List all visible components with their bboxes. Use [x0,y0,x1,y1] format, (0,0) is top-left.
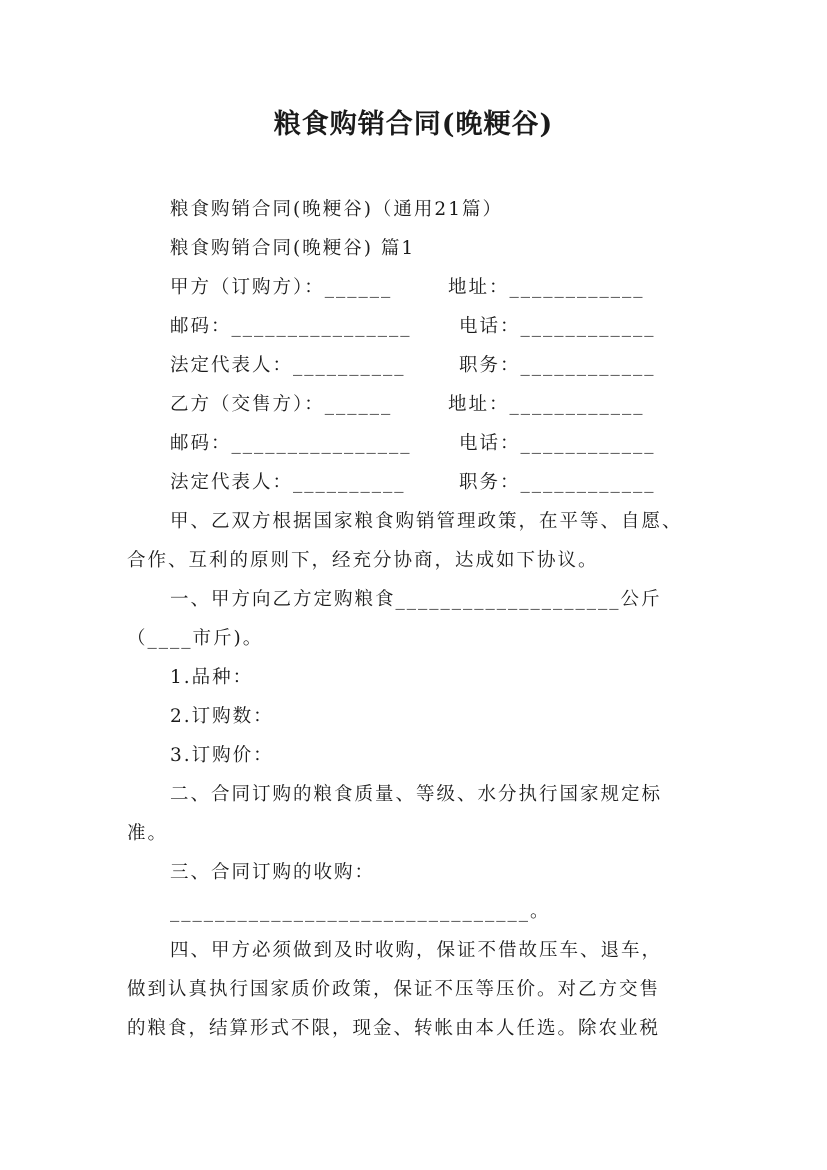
clause-one: 一、甲方向乙方定购粮食____________________公斤 [170,589,662,610]
paragraph-line: 合作、互利的原则下，经充分协商，达成如下协议。 [127,550,599,571]
section-heading: 粮食购销合同(晚粳谷) 篇1 [170,238,416,259]
clause-four: 四、甲方必须做到及时收购，保证不借故压车、退车， [170,940,663,961]
party-b-label: 乙方（交售方）：______ [170,394,393,415]
item-quantity: 2.订购数： [170,706,274,727]
paragraph-line: （____市斤)。 [127,628,264,649]
blank-line: ________________________________。 [170,901,551,922]
party-b-phone: 电话：____________ [459,433,656,454]
party-a-label: 甲方（订购方）：______ [170,277,393,298]
party-b-representative: 法定代表人：__________ [170,472,406,493]
document-title: 粮食购销合同(晚粳谷) [273,109,554,140]
clause-three: 三、合同订购的收购： [170,862,376,883]
item-variety: 1.品种： [170,667,254,688]
party-b-position: 职务：____________ [459,472,656,493]
paragraph-line: 甲、乙双方根据国家粮食购销管理政策，在平等、自愿、 [170,511,683,532]
paragraph-line: 的粮食，结算形式不限，现金、转帐由本人任选。除农业税 [127,1018,661,1039]
item-price: 3.订购价： [170,745,274,766]
doc-subtitle: 粮食购销合同(晚粳谷)（通用21篇） [170,199,503,220]
party-a-position: 职务：____________ [459,355,656,376]
party-a-representative: 法定代表人：__________ [170,355,406,376]
clause-two: 二、合同订购的粮食质量、等级、水分执行国家规定标 [170,784,663,805]
party-a-address: 地址：____________ [448,277,645,298]
paragraph-line: 准。 [127,823,169,844]
paragraph-line: 做到认真执行国家质价政策，保证不压等压价。对乙方交售 [127,979,661,1000]
party-a-postcode: 邮码：________________ [170,316,412,337]
party-b-postcode: 邮码：________________ [170,433,412,454]
party-a-phone: 电话：____________ [459,316,656,337]
party-b-address: 地址：____________ [448,394,645,415]
